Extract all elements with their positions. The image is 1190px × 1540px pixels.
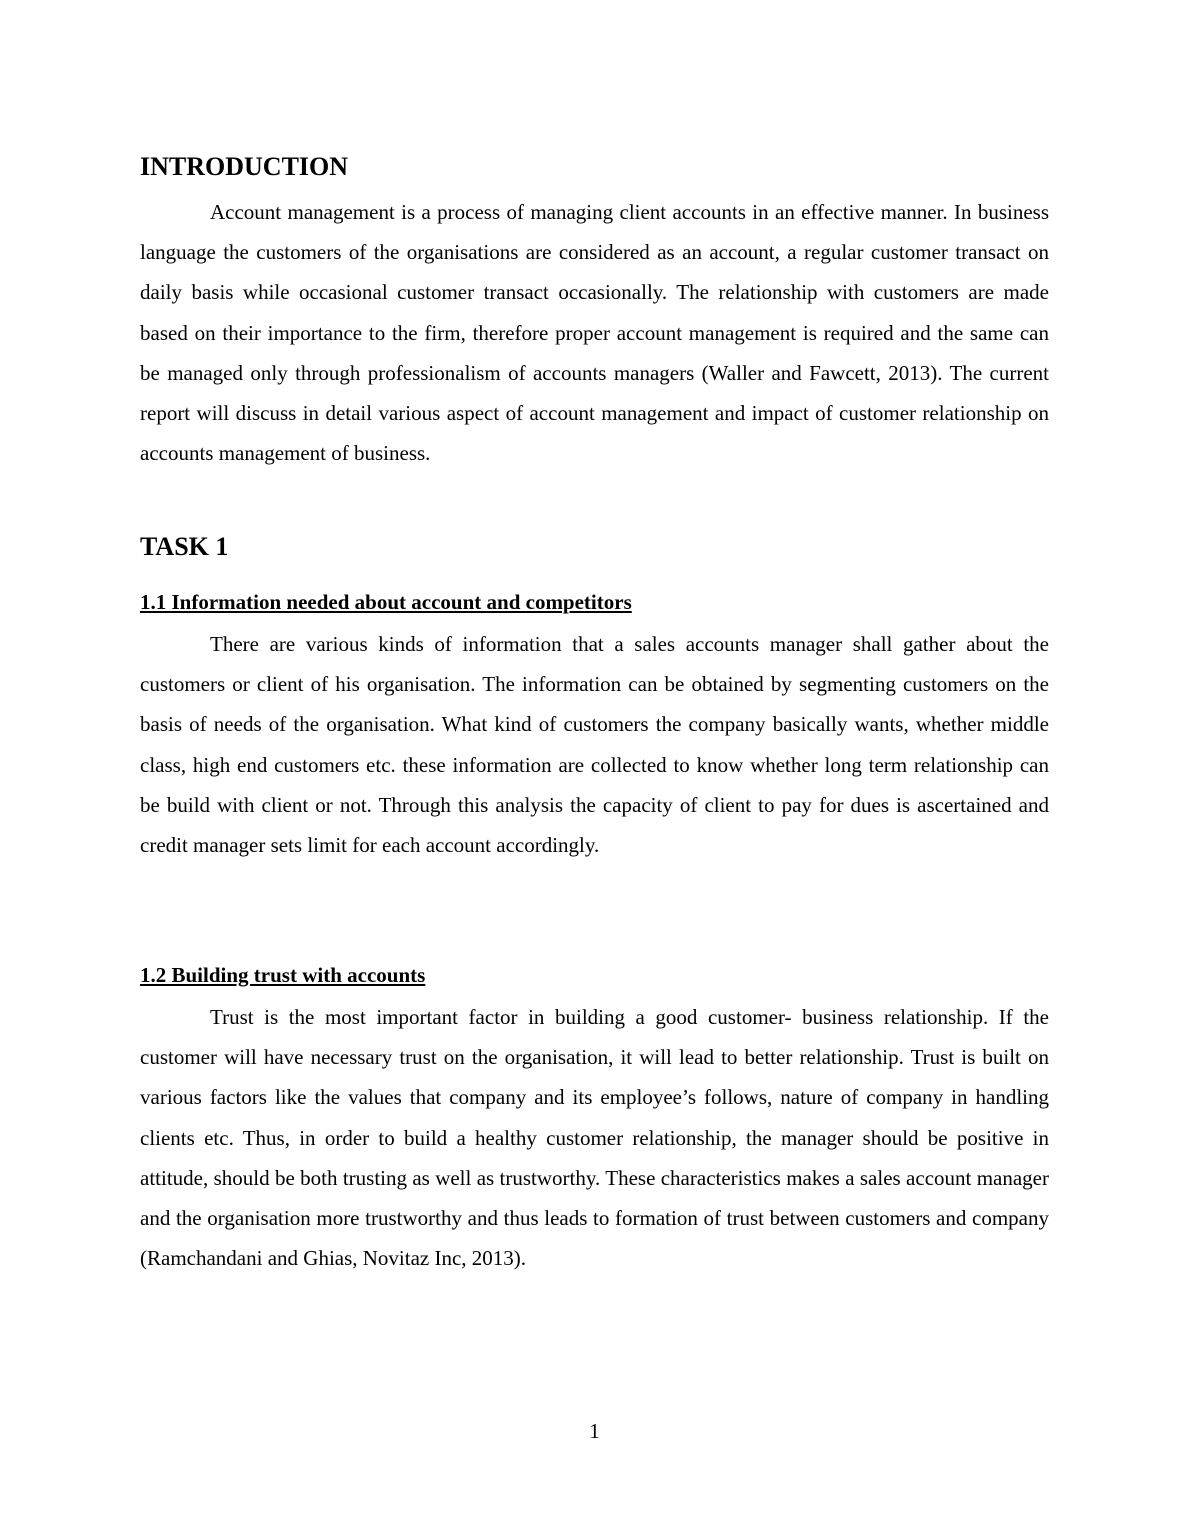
- document-page: [140, 0, 1049, 1540]
- section-1-2-title: 1.2 Building trust with accounts: [140, 963, 426, 987]
- section-1-1-title: 1.1 Information needed about account and competitors: [140, 590, 632, 614]
- task-1-heading: TASK 1: [140, 532, 229, 561]
- section-1-2-paragraph: Trust is the most important factor in building a good customer- business relationship. If the customer will have necessary trust on the organisation, it will lead to better relationship. Trust is built on various factors like the values that company and its employee’s follows, nature of company in handling clients etc. Thus, in order to build a healthy customer relationship, the manager should be positive in attitude, should be both trusting as well as trustworthy. These characteristics makes a sales account manager and the organisation more trustworthy and thus leads to formation of trust between customers and company (Ramchandani and Ghias, Novitaz Inc, 2013).: [140, 1005, 1049, 1271]
- introduction-heading: INTRODUCTION: [140, 152, 349, 181]
- section-1-1-paragraph: There are various kinds of information that a sales accounts manager shall gather about the customers or client of his organisation. The information can be obtained by segmenting customers on the basis of needs of the organisation. What kind of customers the company basically wants, whether middle class, high end customers etc. these information are collected to know whether long term relationship can be build with client or not. Through this analysis the capacity of client to pay for dues is ascertained and credit manager sets limit for each account accordingly.: [140, 632, 1049, 858]
- page-number: 1: [589, 1419, 600, 1443]
- introduction-paragraph: Account management is a process of managing client accounts in an effective manner. In business language the customers of the organisations are considered as an account, a regular customer transact on daily basis while occasional customer transact occasionally. The relationship with customers are made based on their importance to the firm, therefore proper account management is required and the same can be managed only through professionalism of accounts managers (Waller and Fawcett, 2013). The current report will discuss in detail various aspect of account management and impact of customer relationship on accounts management of business.: [140, 200, 1049, 466]
